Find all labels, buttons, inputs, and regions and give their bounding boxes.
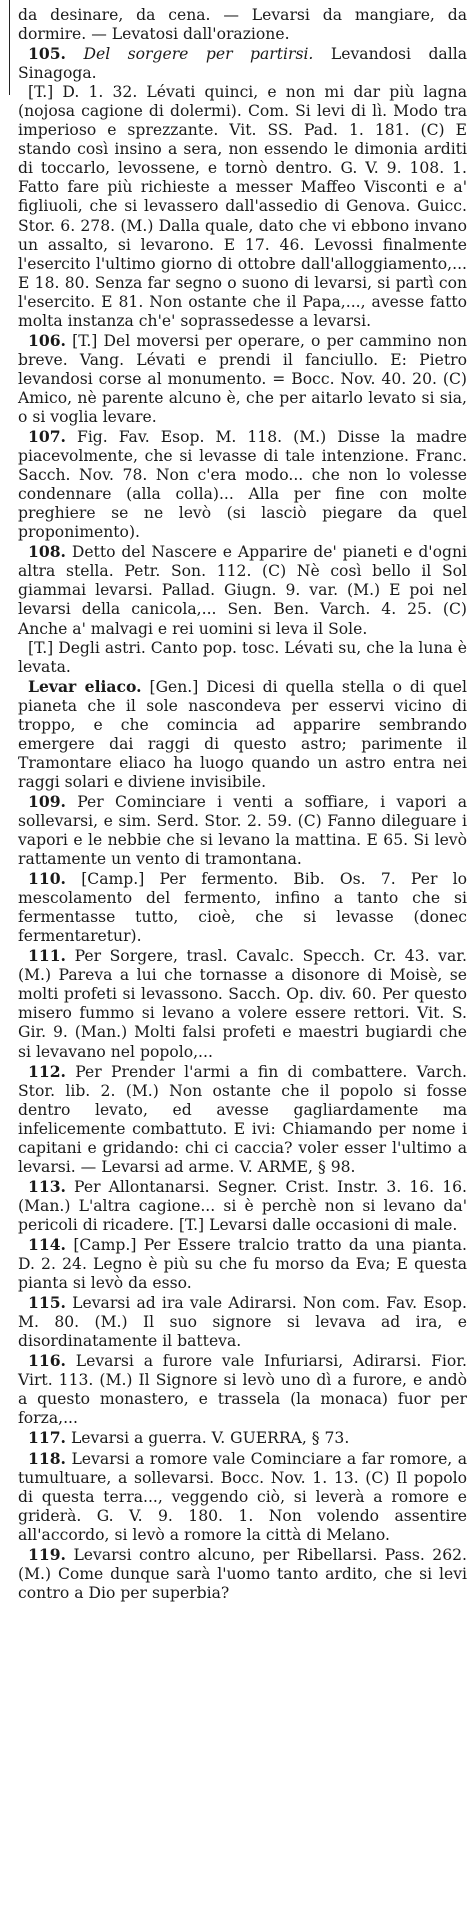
margin-rule	[9, 0, 10, 95]
entry-112: 112. Per Prender l'armi a fin di combattere. Varch. Stor. lib. 2. (M.) Non ostante che il popolo si fosse dentro levato, ed avesse gagliardamente ma infelicemente combattuto. E ivi: Chiamando per nome i capitani e gridando: chi ci caccia? voler esser l'ultimo a levarsi. — Levarsi ad arme. V. ARME, § 98.	[18, 1061, 467, 1176]
dictionary-text	[18, 6, 467, 1603]
entry-fragment: da desinare, da cena. — Levarsi da mangiare, da dormire. — Levatosi dall'orazione.	[18, 6, 467, 44]
entry-118: 118. Levarsi a romore vale Cominciare a far romore, a tumultuare, a sollevarsi. Bocc. Nov. 1. 13. (C) Il popolo di questa terra..., veggendo ciò, si leverà a romore e griderà. G. V. 9. 180. 1. Non volendo assentire all'accordo, si levò a romore la città di Melano.	[18, 1448, 468, 1544]
entry-116: 116. Levarsi a furore vale Infuriarsi, Adirarsi. Fior. Virt. 113. (M.) Il Signore si levò uno dì a furore, e andò a questo monastero, e trassela (la monaca) fuor per forza,...	[18, 1351, 468, 1428]
entry-114: 114. [Camp.] Per Essere tralcio tratto da una pianta. D. 2. 24. Legno è più su che fu morso da Eva; E questa pianta si levò da esso.	[18, 1235, 467, 1293]
entry-106: 106. [T.] Del moversi per operare, o per cammino non breve. Vang. Lévati e prendi il fanciullo. E: Pietro levandosi corse al monumento. = Bocc. Nov. 40. 20. (C) Amico, nè parente alcuno è, che per aitarlo levato si sia, o si voglia levare.	[18, 330, 467, 426]
entry-117: 117. Levarsi a guerra. V. GUERRA, § 73.	[28, 1428, 350, 1448]
entry-115: 115. Levarsi ad ira vale Adirarsi. Non com. Fav. Esop. M. 80. (M.) Il suo signore si levava ad ira, e disordinatamente il batteva.	[18, 1293, 467, 1351]
entry-119: 119. Levarsi contro alcuno, per Ribellarsi. Pass. 262. (M.) Come dunque sarà l'uomo tanto ardito, che si levi contro a Dio per superbia?	[18, 1544, 467, 1602]
entry-109: 109. Per Cominciare i venti a soffiare, i vapori a sollevarsi, e sim. Serd. Stor. 2. 59. (C) Fanno dileguare i vapori e le nebbie che si levano la mattina. E 65. Si levò rattamente un vento di tramontana.	[18, 791, 467, 869]
entry-110: 110. [Camp.] Per fermento. Bib. Os. 7. Per lo mescolamento del fermento, infino a tanto che si fermentasse tutto, cioè, che si levasse (donec fermentaretur).	[18, 869, 467, 946]
entry-111: 111. Per Sorgere, trasl. Cavalc. Specch. Cr. 43. var. (M.) Pareva a lui che tornasse a disonore di Moisè, se molti profeti si levassono. Sacch. Op. div. 60. Per questo misero fummo si levano a volere essere rettori. Vit. S. Gir. 9. (Man.) Molti falsi profeti e maestri bugiardi che si levavano nel popolo,...	[18, 946, 467, 1061]
entry-113: 113. Per Allontanarsi. Segner. Crist. Instr. 3. 16. 16. (Man.) L'altra cagione... si è perchè non si levano da' pericoli di ricadere. [T.] Levarsi dalle occasioni di male.	[18, 1176, 467, 1234]
entry-105: 105. Del sorgere per partirsi. Levandosi dalla Sinagoga.	[18, 44, 467, 83]
entry-108-sub: [T.] Degli astri. Canto pop. tosc. Lévati su, che la luna è levata.	[18, 638, 467, 676]
entry-levar-eliaco: Levar eliaco. [Gen.] Dicesi di quella stella o di quel pianeta che il sole nascondeva per esservi vicino di troppo, e che comincia ad apparire sembrando emergere dai raggi di questo astro; parimente il Tramontare eliaco ha luogo quando un astro entra nei raggi solari e diviene invisibile.	[18, 676, 467, 791]
entry-107: 107. Fig. Fav. Esop. M. 118. (M.) Disse la madre piacevolmente, che si levasse di tale intenzione. Franc. Sacch. Nov. 78. Non c'era modo... che non lo volesse condennare (alla colla)... Alla per fine con molte preghiere se ne levò (si lasciò piegare da quel proponimento).	[18, 427, 467, 542]
entry-108: 108. Detto del Nascere e Apparire de' pianeti e d'ogni altra stella. Petr. Son. 112. (C) Nè così bello il Sol giammai levarsi. Pallad. Giugn. 9. var. (M.) E poi nel levarsi della canicola,... Sen. Ben. Varch. 4. 25. (C) Anche a' malvagi e rei uomini si leva il Sole.	[18, 542, 467, 638]
entry-105-sub: [T.] D. 1. 32. Lévati quinci, e non mi dar più lagna (nojosa cagione di dolermi). Com. Si levi di lì. Modo tra imperioso e sprezzante. Vit. SS. Pad. 1. 181. (C) E stando così insino a sera, non essendo le dimonia arditi di toccarlo, levossene, e tornò dentro. G. V. 9. 108. 1. Fatto fare più richieste a messer Maffeo Visconti e a' figliuoli, che si levassero dall'assedio di Genova. Guicc. Stor. 6. 278. (M.) Dalla quale, dato che vi ebbono invano un assalto, si levarono. E 17. 46. Levossi finalmente l'esercito l'ultimo giorno di ottobre dall'alloggiamento,... E 18. 80. Senza far segno o suono di levarsi, si partì con l'esercito. E 81. Non ostante che il Papa,..., avesse fatto molta instanza ch'e' soprassedesse a levarsi.	[18, 83, 467, 330]
